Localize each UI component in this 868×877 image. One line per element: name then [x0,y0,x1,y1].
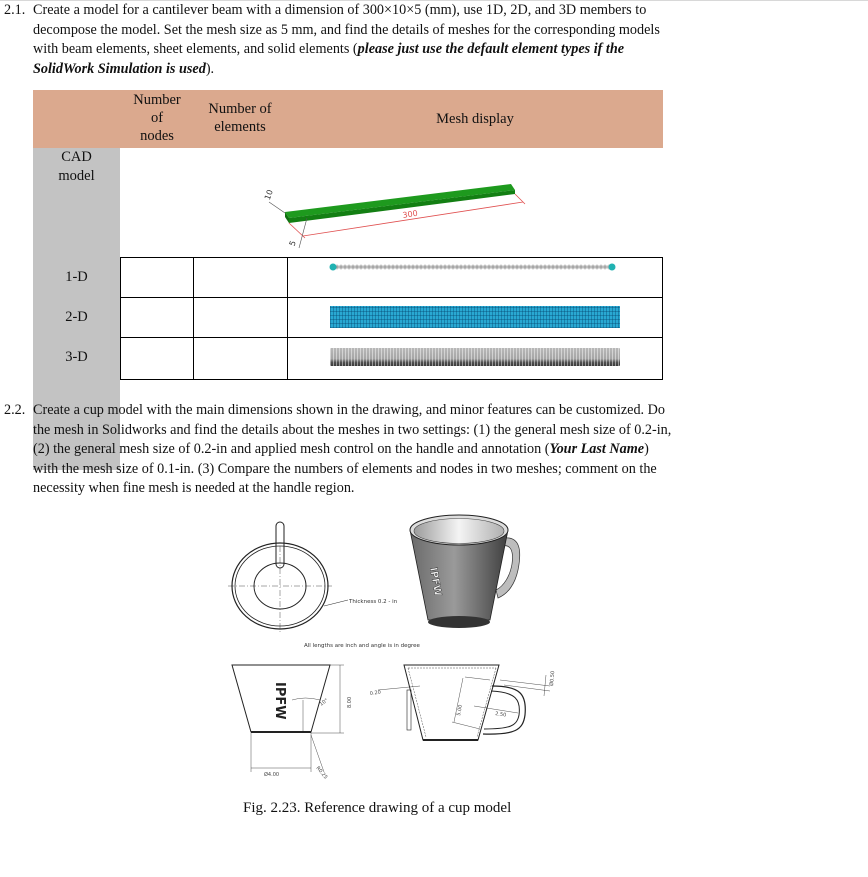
section-number: 2.2. [4,402,26,418]
annotation-ipfw: IPFW [272,682,287,720]
cup-reference-drawing [220,510,580,795]
cell-1d-nodes[interactable] [121,258,193,297]
svg-text:IPFW: IPFW [427,566,443,598]
svg-text:300: 300 [401,208,419,220]
svg-text:5: 5 [287,239,298,248]
column-divider [287,257,288,380]
header-number-of-nodes: Number of nodes [133,92,181,144]
cell-2d-elements[interactable] [194,298,287,337]
cup-side-view [378,665,550,740]
thickness-note: Thickness 0.2 - in [349,599,398,605]
cell-3d-elements[interactable] [194,338,287,379]
text-line: (2) the general mesh size of 0.2-in and applied mesh control on the handle and annotation (Your Last Name) [33,441,649,457]
header-mesh-display: Mesh display [436,111,514,127]
section-2-2 [4,401,804,499]
emphasis-text: SolidWork Simulation is used [33,60,206,77]
header-number-of-elements: Number of elements [208,101,272,135]
units-note: All lengths are inch and angle is in degree [304,643,420,649]
svg-text:10°: 10° [318,697,330,708]
text-line: Create a cup model with the main dimensions shown in the drawing, and minor features can be customized. Do [33,402,665,418]
svg-text:10: 10 [263,188,275,202]
cell-2d-nodes[interactable] [121,298,193,337]
svg-text:R0.25: R0.25 [314,765,329,781]
svg-text:2.50: 2.50 [494,711,507,719]
svg-text:8.00: 8.00 [347,696,353,708]
solid-mesh-image [330,348,620,366]
shell-mesh-image [330,306,620,328]
beam-element-mesh-image [329,263,616,271]
cell-3d-nodes[interactable] [121,338,193,379]
row-label-cad-model: CAD model [58,149,95,184]
text-line: Create a model for a cantilever beam with a dimension of 300×10×5 (mm), use 1D, 2D, and 3D members to [33,2,647,18]
cell-1d-elements[interactable] [194,258,287,297]
text-line: necessity when fine mesh is needed at the handle region. [33,480,355,496]
cup-top-view [228,522,348,632]
text-line: with the mesh size of 0.1-in. (3) Compare the numbers of elements and nodes in two meshes; comment on the [33,460,657,477]
text-line: decompose the model. Set the mesh size as 5 mm, and find the details of meshes for the corresponding models [33,21,660,38]
figure-caption: Fig. 2.23. Reference drawing of a cup model [243,800,512,816]
text-line: with beam elements, sheet elements, and solid elements (please just use the default element types if the [33,41,625,57]
table-header [33,90,663,148]
cup-front-view [232,665,344,772]
cad-beam-model-image [263,180,533,260]
svg-text:Ø4.00: Ø4.00 [264,772,280,778]
svg-text:Ø0.50: Ø0.50 [549,670,557,687]
section-number: 2.1. [4,2,26,18]
row-label-3d: 3-D [65,349,88,365]
cup-isometric-view [410,515,520,628]
text-line: SolidWork Simulation is used). [33,60,215,77]
row-label-2d: 2-D [65,309,88,325]
row-label-1d: 1-D [65,269,88,285]
section-2-1 [4,1,804,79]
text-line: the mesh in Solidworks and find the details about the meshes in two settings: (1) the general mesh size of 0.2-in, [33,421,672,438]
svg-text:5.00: 5.00 [456,704,464,717]
svg-text:0.20: 0.20 [369,689,382,697]
emphasis-text: please just use the default element types if the [357,41,625,57]
emphasis-text: Your Last Name [549,441,645,457]
